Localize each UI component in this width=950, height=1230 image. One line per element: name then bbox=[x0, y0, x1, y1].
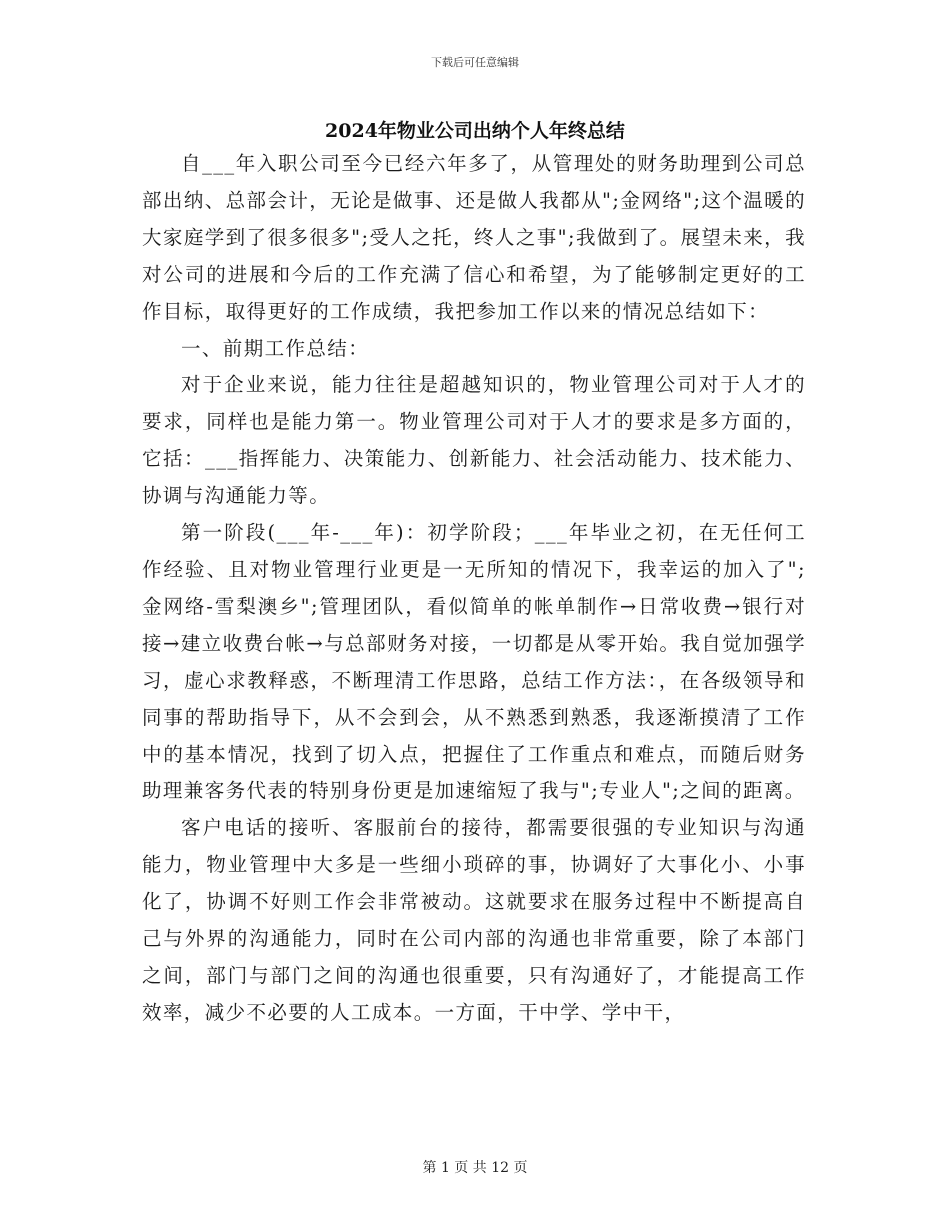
paragraph-ability: 对于企业来说，能力往往是超越知识的，物业管理公司对于人才的要求，同样也是能力第一。物业管理公司对于人才的要求是多方面的，它括：___指挥能力、决策能力、创新能力、社会活动能力、技术能力、协调与沟通能力等。 bbox=[142, 373, 806, 508]
page-header-note: 下载后可任意编辑 bbox=[431, 56, 519, 69]
paragraph-communication: 客户电话的接听、客服前台的接待，都需要很强的专业知识与沟通能力，物业管理中大多是一些细小琐碎的事，协调好了大事化小、小事化了，协调不好则工作会非常被动。这就要求在服务过程中不断提高自己与外界的沟通能力，同时在公司内部的沟通也非常重要，除了本部门之间，部门与部门之间的沟通也很重要，只有沟通好了，才能提高工作效率，减少不必要的人工成本。一方面，干中学、学中干， bbox=[142, 816, 806, 1024]
paragraph-stage-one: 第一阶段(___年-___年)：初学阶段；___年毕业之初，在无任何工作经验、且对物业管理行业更是一无所知的情况下，我幸运的加入了";金网络-雪梨澳乡";管理团队，看似简单的帐单制作→日常收费→银行对接→建立收费台帐→与总部财务对接，一切都是从零开始。我自觉加强学习，虚心求教释惑，不断理清工作思路，总结工作方法：，在各级领导和同事的帮助指导下，从不会到会，从不熟悉到熟悉，我逐渐摸清了工作中的基本情况，找到了切入点，把握住了工作重点和难点，而随后财务助理兼客务代表的特别身份更是加速缩短了我与";专业人";之间的距离。 bbox=[142, 521, 806, 803]
page-footer-pagination: 第 1 页 共 12 页 bbox=[422, 1160, 528, 1176]
paragraph-section-heading: 一、前期工作总结： bbox=[181, 336, 370, 360]
paragraph-intro: 自___年入职公司至今已经六年多了，从管理处的财务助理到公司总部出纳、总部会计，无论是做事、还是做人我都从";金网络";这个温暖的大家庭学到了很多很多";受人之托，终人之事";我做到了。展望未来，我对公司的进展和今后的工作充满了信心和希望，为了能够制定更好的工作目标，取得更好的工作成绩，我把参加工作以来的情况总结如下： bbox=[142, 152, 806, 323]
document-title: 2024年物业公司出纳个人年终总结 bbox=[325, 120, 625, 142]
document-body bbox=[142, 146, 806, 1032]
